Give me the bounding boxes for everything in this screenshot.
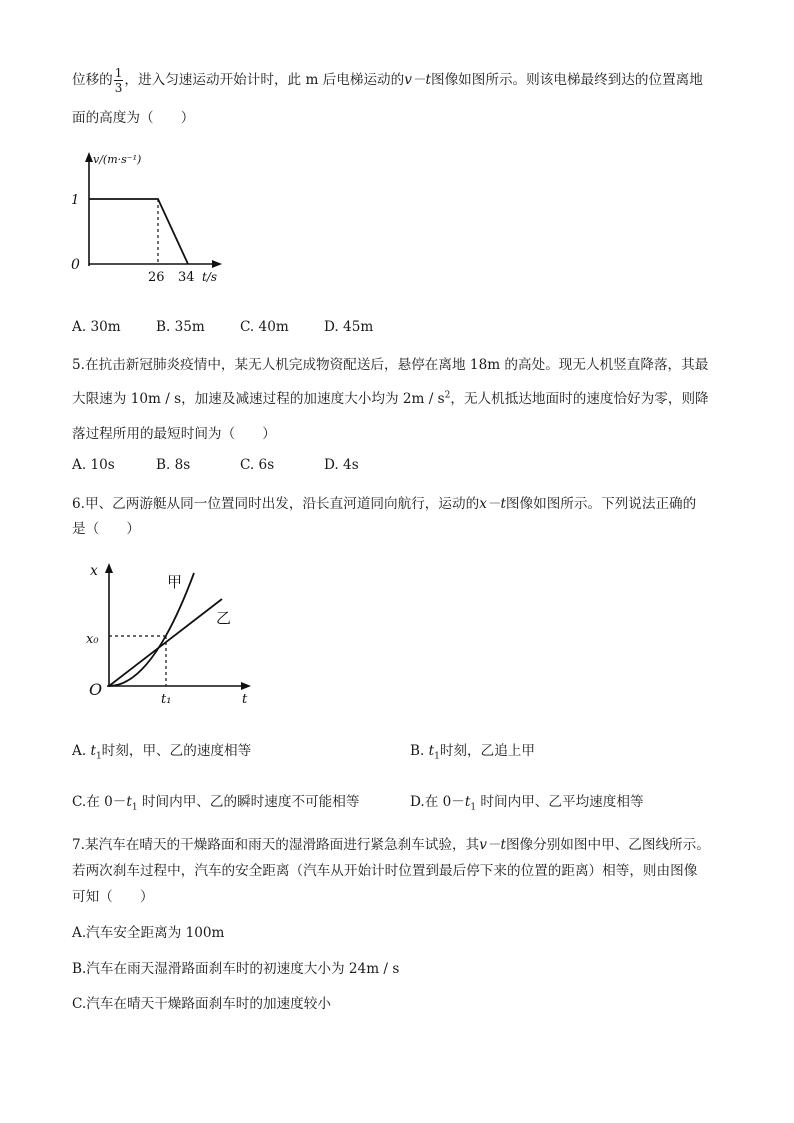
q6-label-yi: 乙 — [216, 609, 232, 627]
q6-t1-label: t₁ — [161, 692, 172, 707]
q6-line1 — [72, 492, 696, 512]
q6-y-label: x — [90, 563, 98, 579]
q4-y-axis-arrow — [85, 152, 93, 162]
q4-y-label: v/(m·s⁻¹) — [93, 153, 142, 166]
q5-line3: 落过程所用的最短时间为（ ） — [72, 426, 276, 442]
q6-x0-label: x₀ — [86, 632, 99, 647]
q6-option-c-t: t — [126, 794, 132, 810]
q6-option-d-t: t — [464, 794, 471, 810]
q5-line2-pre: 大限速为 10m / s，加速及减速过程的加速度大小均为 2m / s — [72, 391, 445, 407]
q6-option-a-sub: 1 — [95, 751, 102, 762]
q6-y-axis-arrow — [105, 563, 113, 573]
q6-option-b-sub: 1 — [434, 751, 440, 762]
q4-option-d[interactable]: D. 45m — [324, 319, 374, 335]
q7-vt-symbol: v－t — [479, 837, 506, 853]
q7-option-c[interactable]: C.汽车在晴天干燥路面刹车时的加速度较小 — [72, 996, 331, 1012]
q6-option-a-prefix: A. — [72, 743, 91, 759]
q5-option-c[interactable]: C. 6s — [240, 457, 275, 473]
q4-option-b[interactable]: B. 35m — [156, 319, 205, 335]
q5-option-a[interactable]: A. 10s — [72, 457, 115, 473]
q4-fraction — [114, 66, 124, 95]
q7-line1-post: 图像分别如图中甲、乙图线所示。 — [505, 837, 710, 853]
q4-velocity-line — [89, 199, 188, 264]
q6-line1-post: 图像如图所示。下列说法正确的 — [505, 496, 697, 512]
q5-line2-post: ，无人机抵达地面时的速度恰好为零，则降 — [450, 391, 709, 407]
q5-option-d[interactable]: D. 4s — [324, 457, 359, 473]
q5-option-b[interactable]: B. 8s — [156, 457, 191, 473]
q4-vt-symbol: v－t — [404, 72, 431, 88]
q5-line1: 5.在抗击新冠肺炎疫情中，某无人机完成物资配送后，悬停在离地 18m 的高处。现无人机竖直降落，其最 — [72, 357, 709, 373]
q6-option-d[interactable] — [410, 790, 644, 813]
q4-origin-label: 0 — [71, 257, 80, 273]
q7-line1 — [72, 833, 710, 853]
q4-option-c[interactable]: C. 40m — [240, 319, 289, 335]
q4-intro-line — [72, 66, 703, 95]
q6-option-b-text: 时刻，乙追上甲 — [439, 743, 535, 759]
q4-vt-graph — [68, 148, 238, 288]
q6-option-a[interactable] — [72, 739, 251, 762]
q6-option-b-t: t — [428, 743, 435, 759]
q4-option-a[interactable]: A. 30m — [72, 319, 121, 335]
q7-line2: 若两次刹车过程中，汽车的安全距离（汽车从开始计时位置到最后停下来的位置的距离）相等，则由图像 — [72, 863, 698, 879]
q4-question-line2: 面的高度为（ ） — [72, 110, 195, 126]
q6-xt-symbol: x－t — [479, 496, 506, 512]
q6-option-c[interactable] — [72, 790, 359, 813]
q6-origin-label: O — [89, 680, 103, 699]
q6-option-a-text: 时刻，甲、乙的速度相等 — [101, 743, 252, 759]
q6-option-b-prefix: B. — [410, 743, 429, 759]
q7-line1-pre: 7.某汽车在晴天的干燥路面和雨天的湿滑路面进行紧急刹车试验，其 — [72, 837, 480, 853]
q6-option-b[interactable] — [410, 739, 535, 762]
q4-x-tick-26: 26 — [148, 270, 165, 285]
q4-fraction-numerator: 1 — [114, 66, 123, 80]
q6-xt-graph — [82, 555, 282, 715]
q4-x-tick-34: 34 — [178, 270, 195, 285]
q6-option-d-text: 时间内甲、乙平均速度相等 — [476, 794, 644, 810]
q6-line2: 是（ ） — [72, 521, 140, 537]
q6-option-c-sub: 1 — [131, 802, 138, 813]
q4-intro-mid: ，进入匀速运动开始计时，此 m 后电梯运动的 — [124, 72, 405, 88]
q7-option-b[interactable]: B.汽车在雨天湿滑路面刹车时的初速度大小为 24m / s — [72, 961, 400, 977]
q4-fraction-denominator: 3 — [114, 81, 123, 95]
q6-option-d-prefix: D.在 0－ — [410, 794, 465, 810]
q6-label-jia: 甲 — [167, 573, 183, 591]
q7-line3: 可知（ ） — [72, 889, 154, 905]
q6-option-d-sub: 1 — [470, 802, 477, 813]
q7-option-a[interactable]: A.汽车安全距离为 100m — [72, 925, 225, 941]
q5-line2-sup: 2 — [444, 390, 451, 401]
q6-option-c-text: 时间内甲、乙的瞬时速度不可能相等 — [137, 794, 360, 810]
q4-x-label: t/s — [202, 270, 218, 284]
q4-y-tick-1: 1 — [71, 193, 80, 208]
q4-intro-pre: 位移的 — [72, 72, 113, 88]
q4-intro-post: 图像如图所示。则该电梯最终到达的位置离地 — [430, 72, 703, 88]
q6-x-label: t — [242, 692, 248, 707]
q6-option-a-t: t — [90, 743, 96, 759]
q5-line2 — [72, 387, 709, 407]
q4-x-axis-arrow — [212, 260, 222, 268]
q6-line1-pre: 6.甲、乙两游艇从同一位置同时出发，沿长直河道同向航行，运动的 — [72, 496, 480, 512]
q6-x-axis-arrow — [241, 682, 251, 690]
q6-option-c-prefix: C.在 0－ — [72, 794, 127, 810]
